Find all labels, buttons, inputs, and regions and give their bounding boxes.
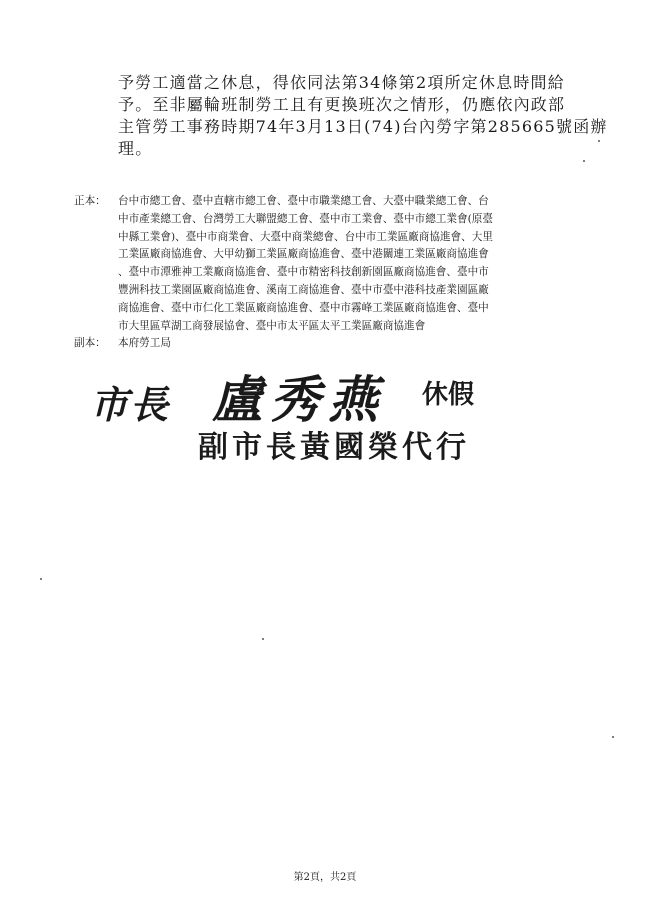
- body-line: 主管勞工事務時期74年3月13日(74)台內勞字第285665號函辦: [118, 117, 608, 136]
- scan-speck: [612, 736, 614, 738]
- recipient-line: 豐洲科技工業園區廠商協進會、溪南工商協進會、臺中市臺中港科技產業園區廠: [118, 283, 489, 296]
- body-line: 予勞工適當之休息，得依同法第34條第2項所定休息時間給: [118, 73, 565, 92]
- recipients-section: [74, 193, 596, 353]
- primary-recipients: [74, 193, 596, 335]
- deputy-acting-line: 副市長黃國榮代行: [198, 430, 470, 465]
- scan-speck: [598, 140, 600, 142]
- recipient-line: 台中市總工會、臺中直轄市總工會、臺中市職業總工會、大臺中職業總工會、台: [118, 195, 489, 207]
- primary-recipients-list: [118, 193, 596, 335]
- recipient-line: 本府勞工局: [118, 337, 171, 350]
- recipient-line: 市大里區草湖工商發展協會、臺中市太平區太平工業區廠商協進會: [118, 319, 426, 332]
- copy-recipients-list: [118, 335, 596, 353]
- scan-speck: [40, 578, 42, 580]
- recipient-line: 商協進會、臺中市仁化工業區廠商協進會、臺中市霧峰工業區廠商協進會、臺中: [118, 301, 489, 314]
- scan-speck: [583, 160, 585, 162]
- copy-recipients-label: 副本：: [74, 337, 106, 350]
- recipient-line: 中縣工業會)、臺中市商業會、大臺中商業總會、台中市工業區廠商協進會、大里: [118, 230, 493, 243]
- leave-note: 休假: [422, 380, 475, 410]
- recipient-line: 中市產業總工會、台灣勞工大聯盟總工會、臺中市工業會、臺中市總工業會(原臺: [118, 212, 493, 225]
- mayor-title: 市長: [90, 382, 171, 427]
- mayor-name-stamp: 盧秀燕: [212, 370, 386, 429]
- primary-recipients-label: 正本：: [74, 195, 106, 207]
- recipient-line: 、臺中市潭雅神工業廠商協進會、臺中市精密科技創新園區廠商協進會、臺中市: [118, 266, 489, 279]
- recipient-line: 工業區廠商協進會、大甲幼獅工業區廠商協進會、臺中港關連工業區廠商協進會: [118, 248, 489, 261]
- body-line: 理。: [118, 139, 153, 158]
- body-line: 予。至非屬輪班制勞工且有更換班次之情形，仍應依內政部: [118, 95, 566, 114]
- page-number: 第2頁，共2頁: [293, 872, 357, 883]
- copy-recipients: [74, 335, 596, 353]
- signature-block: [90, 360, 590, 470]
- body-paragraph: [118, 72, 608, 160]
- scan-speck: [262, 638, 264, 640]
